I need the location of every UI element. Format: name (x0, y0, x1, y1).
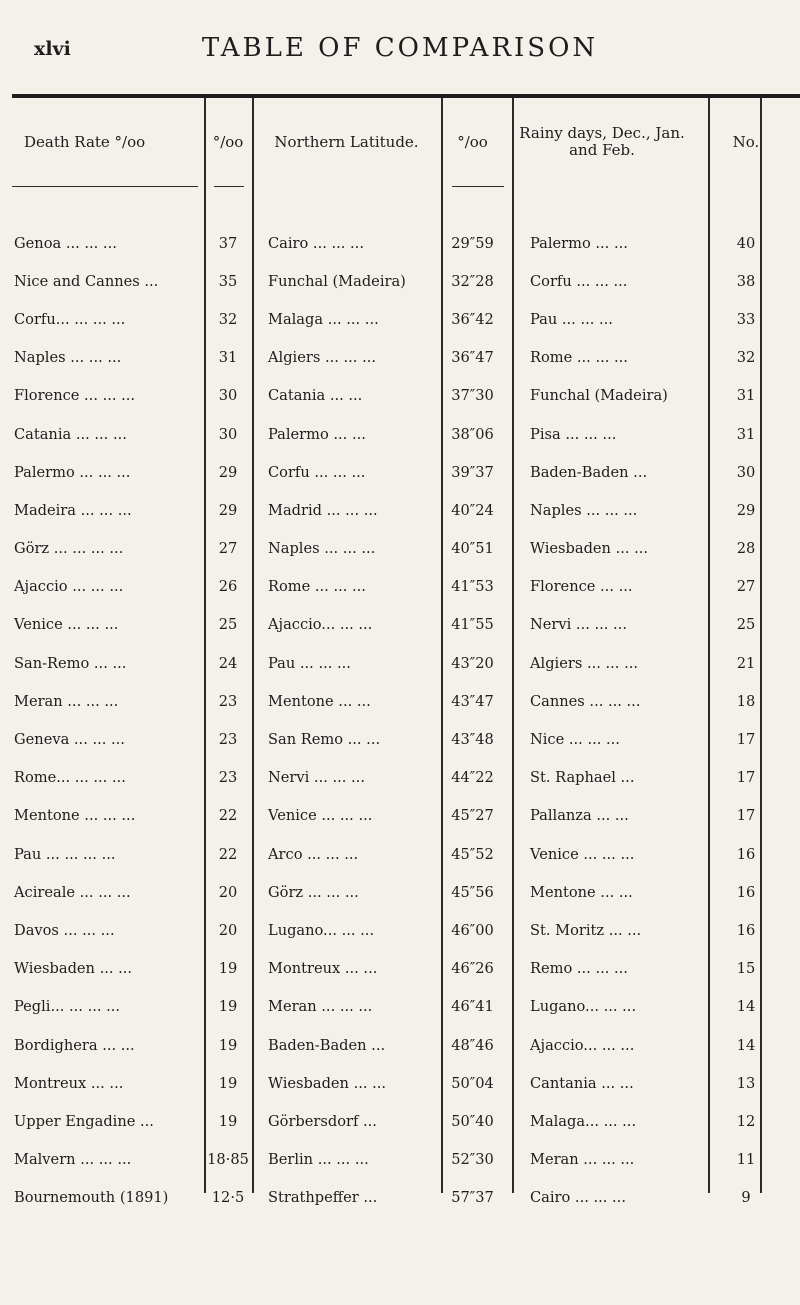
latitude-value: 43″47 (451, 692, 494, 710)
rainy-days-value: 17 (736, 731, 756, 749)
rainy-days-place: St. Moritz ... ... (530, 921, 642, 939)
page-number: xlvi (34, 38, 71, 60)
rainy-days-value: 16 (736, 845, 756, 863)
rainy-days-value: 13 (736, 1074, 756, 1092)
rainy-days-place: St. Raphael ... (530, 769, 635, 787)
death-rate-value: 27 (218, 540, 238, 558)
latitude-place: Ajaccio... ... ... (268, 616, 373, 634)
latitude-place: Naples ... ... ... (268, 540, 376, 558)
table-row (12, 1102, 792, 1140)
death-rate-value: 30 (218, 387, 238, 405)
latitude-place: Venice ... ... ... (268, 807, 373, 825)
death-rate-place: Wiesbaden ... ... (14, 960, 133, 978)
header-per-mille: °/oo (457, 132, 488, 151)
table-row (12, 606, 792, 644)
latitude-place: Nervi ... ... ... (268, 769, 365, 787)
latitude-place: Rome ... ... ... (268, 578, 366, 596)
rainy-days-value: 14 (736, 998, 756, 1016)
death-rate-value: 22 (218, 807, 238, 825)
table-row (12, 682, 792, 720)
rainy-days-place: Venice ... ... ... (530, 845, 635, 863)
latitude-value: 46″00 (451, 921, 494, 939)
death-rate-place: Meran ... ... ... (14, 692, 119, 710)
rainy-days-value: 12 (736, 1112, 756, 1130)
rainy-days-place: Palermo ... ... (530, 234, 628, 252)
latitude-place: Malaga ... ... ... (268, 310, 379, 328)
table-row (12, 415, 792, 453)
rainy-days-place: Naples ... ... ... (530, 501, 638, 519)
death-rate-value: 19 (218, 998, 238, 1016)
death-rate-value: 23 (218, 769, 238, 787)
latitude-place: Lugano... ... ... (268, 921, 375, 939)
table-row (12, 911, 792, 949)
death-rate-place: Catania ... ... ... (14, 425, 127, 443)
death-rate-value: 22 (218, 845, 238, 863)
latitude-place: Montreux ... ... (268, 960, 378, 978)
rainy-days-place: Mentone ... ... (530, 883, 633, 901)
rainy-days-place: Ajaccio... ... ... (530, 1036, 635, 1054)
table-row (12, 720, 792, 758)
death-rate-place: Mentone ... ... ... (14, 807, 136, 825)
death-rate-place: Ajaccio ... ... ... (14, 578, 124, 596)
rainy-days-value: 31 (736, 425, 756, 443)
death-rate-value: 19 (218, 1112, 238, 1130)
rainy-days-place: Cairo ... ... ... (530, 1189, 626, 1207)
death-rate-place: Madeira ... ... ... (14, 501, 132, 519)
rainy-days-value: 33 (736, 310, 756, 328)
latitude-value: 40″24 (451, 501, 494, 519)
rainy-days-place: Baden-Baden ... (530, 463, 648, 481)
rainy-days-value: 28 (736, 540, 756, 558)
table-row (12, 262, 792, 300)
latitude-place: Catania ... ... (268, 387, 363, 405)
table-row (12, 1179, 792, 1217)
death-rate-place: Rome... ... ... ... (14, 769, 126, 787)
table-row (12, 1064, 792, 1102)
rainy-days-value: 9 (741, 1189, 751, 1207)
latitude-value: 50″40 (451, 1112, 494, 1130)
latitude-value: 41″53 (451, 578, 494, 596)
comparison-table (12, 98, 792, 1217)
latitude-place: Arco ... ... ... (268, 845, 359, 863)
latitude-place: Algiers ... ... ... (268, 349, 376, 367)
latitude-place: Görz ... ... ... (268, 883, 359, 901)
header-per-mille: °/oo (212, 132, 244, 151)
latitude-value: 45″56 (451, 883, 494, 901)
death-rate-value: 35 (218, 272, 238, 290)
death-rate-value: 12·5 (211, 1189, 245, 1207)
death-rate-value: 23 (218, 692, 238, 710)
rainy-days-place: Wiesbaden ... ... (530, 540, 649, 558)
latitude-place: Strathpeffer ... (268, 1189, 378, 1207)
latitude-place: San Remo ... ... (268, 731, 381, 749)
latitude-value: 45″27 (451, 807, 494, 825)
death-rate-value: 19 (218, 1036, 238, 1054)
rainy-days-place: Funchal (Madeira) (530, 387, 668, 405)
rainy-days-place: Nervi ... ... ... (530, 616, 627, 634)
death-rate-value: 29 (218, 463, 238, 481)
latitude-value: 44″22 (451, 769, 494, 787)
rainy-days-value: 15 (736, 960, 756, 978)
table-row (12, 835, 792, 873)
latitude-value: 38″06 (451, 425, 494, 443)
latitude-place: Mentone ... ... (268, 692, 371, 710)
latitude-value: 40″51 (451, 540, 494, 558)
table-row (12, 530, 792, 568)
rainy-days-place: Florence ... ... (530, 578, 633, 596)
death-rate-value: 20 (218, 921, 238, 939)
death-rate-value: 19 (218, 1074, 238, 1092)
rainy-days-value: 16 (736, 921, 756, 939)
latitude-value: 46″41 (451, 998, 494, 1016)
latitude-value: 46″26 (451, 960, 494, 978)
death-rate-place: Görz ... ... ... ... (14, 540, 124, 558)
death-rate-place: Davos ... ... ... (14, 921, 115, 939)
rainy-days-place: Corfu ... ... ... (530, 272, 628, 290)
latitude-place: Palermo ... ... (268, 425, 366, 443)
rainy-days-value: 40 (736, 234, 756, 252)
latitude-value: 57″37 (451, 1189, 494, 1207)
table-row (12, 1026, 792, 1064)
rainy-days-place: Remo ... ... ... (530, 960, 628, 978)
death-rate-place: Naples ... ... ... (14, 349, 122, 367)
rainy-days-value: 16 (736, 883, 756, 901)
table-row (12, 377, 792, 415)
header-number: No. (732, 132, 760, 151)
rainy-days-value: 17 (736, 807, 756, 825)
rainy-days-place: Cantania ... ... (530, 1074, 634, 1092)
table-row (12, 186, 792, 262)
death-rate-value: 20 (218, 883, 238, 901)
death-rate-place: Bournemouth (1891) (14, 1189, 169, 1207)
death-rate-place: Corfu... ... ... ... (14, 310, 126, 328)
table-row (12, 1141, 792, 1179)
death-rate-place: Upper Engadine ... (14, 1112, 154, 1130)
death-rate-place: Nice and Cannes ... (14, 272, 159, 290)
rainy-days-value: 17 (736, 769, 756, 787)
death-rate-value: 30 (218, 425, 238, 443)
rainy-days-place: Pau ... ... ... (530, 310, 613, 328)
header-rainy-days: Rainy days, Dec., Jan. and Feb. (519, 124, 685, 159)
rainy-days-place: Pisa ... ... ... (530, 425, 617, 443)
latitude-value: 41″55 (451, 616, 494, 634)
table-row (12, 873, 792, 911)
header-row (12, 98, 792, 186)
death-rate-place: Acireale ... ... ... (14, 883, 131, 901)
rainy-days-place: Cannes ... ... ... (530, 692, 641, 710)
latitude-value: 43″20 (451, 654, 494, 672)
table-row (12, 988, 792, 1026)
latitude-value: 52″30 (451, 1151, 494, 1169)
death-rate-place: Malvern ... ... ... (14, 1151, 132, 1169)
latitude-place: Funchal (Madeira) (268, 272, 406, 290)
death-rate-place: Geneva ... ... ... (14, 731, 125, 749)
table-row (12, 759, 792, 797)
death-rate-place: Palermo ... ... ... (14, 463, 131, 481)
rainy-days-value: 11 (736, 1151, 756, 1169)
rainy-days-value: 25 (736, 616, 756, 634)
latitude-place: Madrid ... ... ... (268, 501, 378, 519)
latitude-value: 48″46 (451, 1036, 494, 1054)
rainy-days-value: 14 (736, 1036, 756, 1054)
header-northern-latitude: Northern Latitude. (274, 132, 419, 151)
latitude-value: 43″48 (451, 731, 494, 749)
table-row (12, 644, 792, 682)
rainy-days-value: 31 (736, 387, 756, 405)
death-rate-value: 37 (218, 234, 238, 252)
latitude-place: Meran ... ... ... (268, 998, 373, 1016)
rainy-days-place: Nice ... ... ... (530, 731, 620, 749)
rainy-days-value: 27 (736, 578, 756, 596)
rainy-days-place: Malaga... ... ... (530, 1112, 637, 1130)
latitude-value: 29″59 (451, 234, 494, 252)
latitude-place: Corfu ... ... ... (268, 463, 366, 481)
latitude-place: Pau ... ... ... (268, 654, 351, 672)
death-rate-place: Bordighera ... ... (14, 1036, 135, 1054)
latitude-value: 36″47 (451, 349, 494, 367)
death-rate-value: 18·85 (207, 1151, 249, 1169)
rainy-days-value: 18 (736, 692, 756, 710)
table-row (12, 568, 792, 606)
latitude-value: 39″37 (451, 463, 494, 481)
table-row (12, 950, 792, 988)
rainy-days-place: Meran ... ... ... (530, 1151, 635, 1169)
latitude-value: 32″28 (451, 272, 494, 290)
latitude-value: 36″42 (451, 310, 494, 328)
latitude-place: Wiesbaden ... ... (268, 1074, 387, 1092)
death-rate-place: Genoa ... ... ... (14, 234, 117, 252)
latitude-place: Baden-Baden ... (268, 1036, 386, 1054)
death-rate-value: 24 (218, 654, 238, 672)
death-rate-place: Pegli... ... ... ... (14, 998, 121, 1016)
rainy-days-value: 38 (736, 272, 756, 290)
rainy-days-value: 21 (736, 654, 756, 672)
death-rate-value: 29 (218, 501, 238, 519)
table-row (12, 491, 792, 529)
death-rate-value: 32 (218, 310, 238, 328)
rainy-days-place: Rome ... ... ... (530, 349, 628, 367)
latitude-value: 37″30 (451, 387, 494, 405)
latitude-value: 50″04 (451, 1074, 494, 1092)
latitude-place: Cairo ... ... ... (268, 234, 364, 252)
death-rate-place: San-Remo ... ... (14, 654, 127, 672)
death-rate-value: 23 (218, 731, 238, 749)
running-head: TABLE OF COMPARISON (201, 33, 599, 63)
rainy-days-value: 32 (736, 349, 756, 367)
rainy-days-place: Algiers ... ... ... (530, 654, 638, 672)
death-rate-value: 26 (218, 578, 238, 596)
death-rate-value: 31 (218, 349, 238, 367)
latitude-place: Görbersdorf ... (268, 1112, 377, 1130)
rainy-days-place: Lugano... ... ... (530, 998, 637, 1016)
rainy-days-place: Pallanza ... ... (530, 807, 629, 825)
death-rate-value: 19 (218, 960, 238, 978)
death-rate-place: Venice ... ... ... (14, 616, 119, 634)
latitude-place: Berlin ... ... ... (268, 1151, 369, 1169)
rainy-days-value: 30 (736, 463, 756, 481)
table-row (12, 300, 792, 338)
death-rate-place: Montreux ... ... (14, 1074, 124, 1092)
table-row (12, 453, 792, 491)
rainy-days-value: 29 (736, 501, 756, 519)
latitude-value: 45″52 (451, 845, 494, 863)
death-rate-place: Florence ... ... ... (14, 387, 136, 405)
table-row (12, 339, 792, 377)
table-row (12, 797, 792, 835)
death-rate-value: 25 (218, 616, 238, 634)
header-death-rate: Death Rate °/oo (24, 132, 146, 151)
death-rate-place: Pau ... ... ... ... (14, 845, 116, 863)
